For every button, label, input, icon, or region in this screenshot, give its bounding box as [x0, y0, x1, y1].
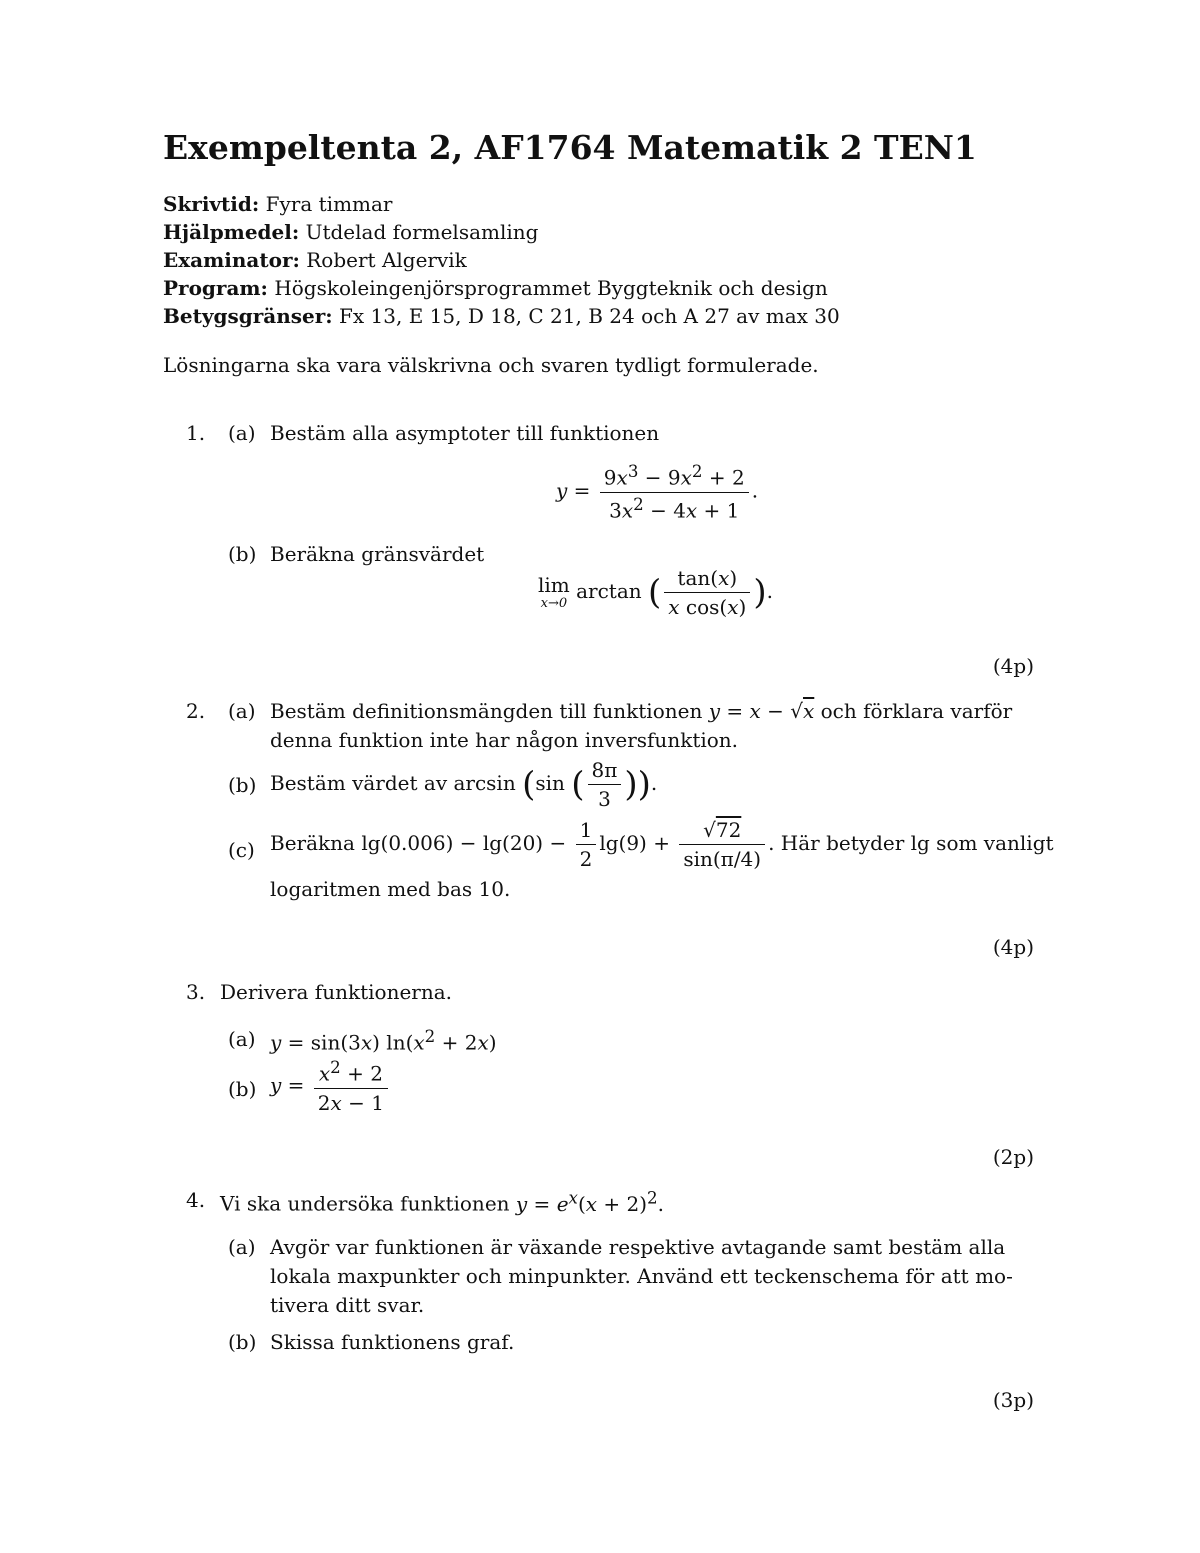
- q4-formula: $y = e^x(x + 2)^2$.: [515, 1188, 664, 1216]
- q2c-text: Beräkna: [270, 831, 355, 855]
- q3b-label: (b): [228, 1077, 257, 1101]
- q2-points: (4p): [992, 935, 1034, 959]
- q2c-label: (c): [228, 838, 255, 862]
- meta-program: [163, 276, 828, 300]
- meta-writing-time: [163, 192, 393, 216]
- q3-points: (2p): [992, 1145, 1034, 1169]
- q4a-line3: tivera ditt svar.: [270, 1293, 425, 1317]
- q4-text: Vi ska undersöka funktionen: [220, 1191, 510, 1216]
- q3a-label: (a): [228, 1027, 256, 1051]
- q1b-formula: lim x→0 arctan ( $\frac{\tan(x)}{\text{x cos(x)}}$ ).: [538, 566, 773, 619]
- q4a-label: (a): [228, 1235, 256, 1259]
- meta-label: Program:: [163, 276, 268, 300]
- meta-label: Skrivtid:: [163, 192, 260, 216]
- q4-line: [220, 1188, 664, 1216]
- q1-number: 1.: [186, 421, 206, 445]
- q2c-line: [270, 818, 1054, 871]
- meta-value: Utdelad formelsamling: [305, 220, 539, 244]
- q2b-label: (b): [228, 773, 257, 797]
- q2c-text2: . Här betyder lg som vanligt: [768, 831, 1054, 855]
- q3a-formula: y = sin(3x) $\ln(x^2 + 2x)$: [270, 1027, 497, 1055]
- q2b-formula: (sin ( $\frac{8\pi}{3}$ )).: [522, 758, 658, 811]
- q2c-text3: logaritmen med bas 10.: [270, 877, 511, 901]
- q3-number: 3.: [186, 980, 206, 1004]
- q1-points: (4p): [992, 654, 1034, 678]
- intro-text: Lösningarna ska vara välskrivna och svaren tydligt formulerade.: [163, 353, 819, 377]
- q2b-line: [270, 758, 657, 811]
- meta-examiner: [163, 248, 467, 272]
- q1a-text: Bestäm alla asymptoter till funktionen: [270, 421, 660, 445]
- q3b-formula: y = $\frac{x^2 + 2}{2x - 1}$: [270, 1058, 391, 1115]
- q4a-line2: lokala maxpunkter och minpunkter. Använd ett teckenschema för att mo-: [270, 1264, 1013, 1288]
- meta-value: Fyra timmar: [265, 192, 393, 216]
- q2a-text2: och förklara varför: [820, 699, 1013, 723]
- page-title: Exempeltenta 2, AF1764 Matematik 2 TEN1: [163, 128, 977, 167]
- q1a-formula: y = $\frac{9x^3 - 9x^2 + 2}{3x^2 - 4x + 1}$ .: [556, 462, 759, 523]
- q4b-text: Skissa funktionens graf.: [270, 1330, 515, 1354]
- q4-points: (3p): [992, 1388, 1034, 1412]
- q4b-label: (b): [228, 1330, 257, 1354]
- meta-label: Examinator:: [163, 248, 300, 272]
- meta-label: Betygsgränser:: [163, 304, 333, 328]
- q2a-formula: y = x − √x: [708, 699, 815, 723]
- q2-number: 2.: [186, 699, 206, 723]
- meta-grade-limits: [163, 304, 840, 328]
- q2b-text: Bestäm värdet av arcsin: [270, 771, 516, 795]
- meta-aids: [163, 220, 538, 244]
- q1a-label: (a): [228, 421, 256, 445]
- q2a-label: (a): [228, 699, 256, 723]
- q1b-label: (b): [228, 542, 257, 566]
- q4-number: 4.: [186, 1188, 206, 1212]
- meta-value: Högskoleingenjörsprogrammet Byggteknik och design: [274, 276, 828, 300]
- meta-value: Fx 13, E 15, D 18, C 21, B 24 och A 27 av max 30: [339, 304, 840, 328]
- q2a-line1: [270, 699, 1012, 723]
- meta-label: Hjälpmedel:: [163, 220, 300, 244]
- q1b-text: Beräkna gränsvärdet: [270, 542, 485, 566]
- meta-value: Robert Algervik: [306, 248, 467, 272]
- q2a-text3: denna funktion inte har någon inversfunktion.: [270, 728, 739, 752]
- q2c-formula: lg(0.006) − lg(20) − $\frac{1}{2}$ lg(9) + $\frac{√72}{\sin(\pi/4)}$: [361, 831, 768, 855]
- q3-text: Derivera funktionerna.: [220, 980, 453, 1004]
- q2a-text1: Bestäm definitionsmängden till funktionen: [270, 699, 703, 723]
- q4a-line1: Avgör var funktionen är växande respektive avtagande samt bestäm alla: [270, 1235, 1006, 1259]
